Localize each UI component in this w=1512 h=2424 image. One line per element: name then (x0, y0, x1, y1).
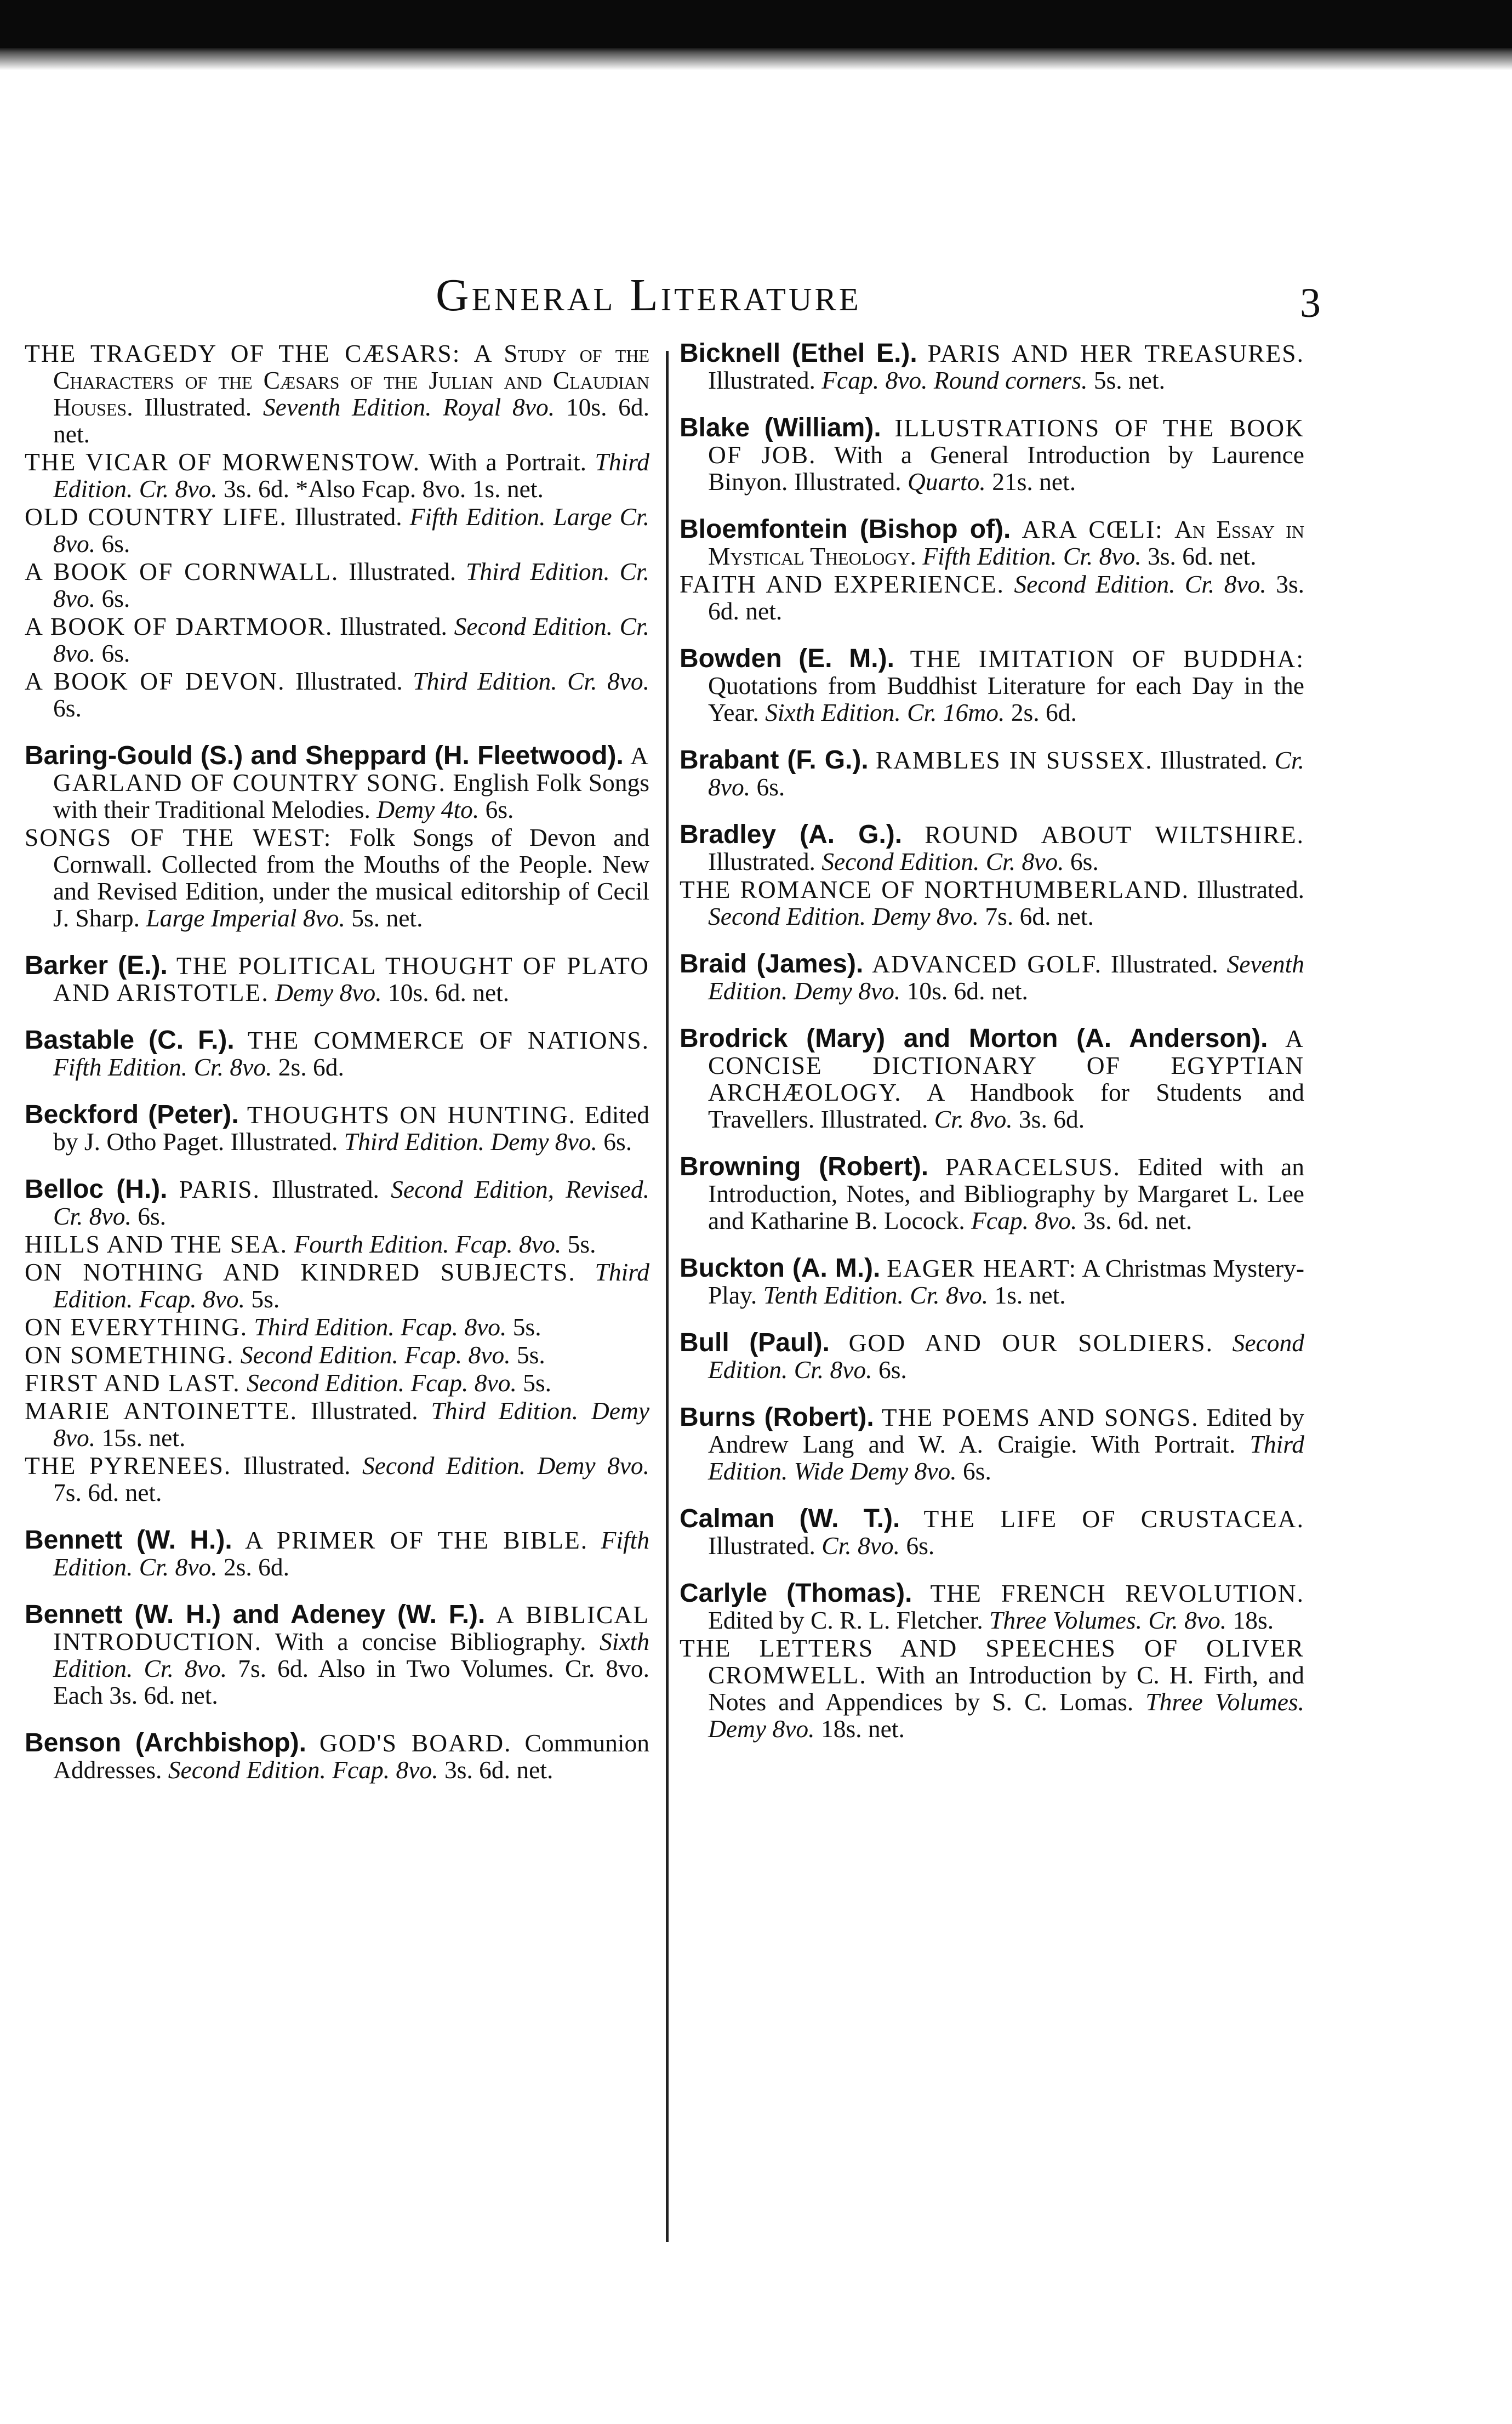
catalogue-entry (25, 1231, 649, 1257)
entry-edition: Third Edition. (708, 1430, 1304, 1485)
entry-title: THE ROMANCE OF NORTHUMBERLAND. (680, 875, 1190, 903)
entry-format: Fcap. 8vo. (410, 1369, 517, 1397)
entry-details: English Folk Songs with their Traditional Melodies. (53, 769, 650, 823)
entry-format: Demy 8vo. (872, 902, 979, 930)
entry-edition: Second Edition. (454, 612, 613, 640)
entry-format: Quarto. (907, 468, 986, 496)
entry-format: Cr. 8vo. (53, 1202, 132, 1230)
catalogue-entry (680, 951, 1304, 1004)
entry-edition: Sixth Edition. (765, 698, 901, 726)
entry-format: Cr. 8vo. (193, 1053, 272, 1081)
entry-price: 2s. 6d. (223, 1553, 290, 1581)
entry-title: A BOOK OF CORNWALL. (25, 557, 339, 585)
entry-price: 21s. net. (992, 468, 1076, 496)
entry-edition: Second Edition. (247, 1369, 405, 1397)
entry-details: Illustrated. (310, 1397, 418, 1425)
entry-format: Demy 8vo. (275, 978, 382, 1006)
entry-edition: Tenth Edition. (763, 1281, 904, 1309)
entry-title: OLD COUNTRY LIFE. (25, 503, 287, 531)
catalogue-entry (25, 1341, 649, 1368)
entry-edition: Third Edition. (413, 667, 557, 695)
entry-details: Illustrated. (708, 366, 815, 394)
entry-title: EAGER HEART: (887, 1254, 1077, 1282)
entry-price: 6s. (485, 795, 514, 823)
catalogue-entry (680, 571, 1304, 624)
entry-details: Edited by J. Otho Paget. Illustrated. (53, 1101, 650, 1156)
entry-price: 18s. net. (820, 1715, 905, 1743)
catalogue-entry (680, 821, 1304, 875)
entry-details: Illustrated. (295, 667, 403, 695)
entry-edition: Third Edition. (254, 1313, 395, 1341)
catalogue-entry (25, 1397, 649, 1451)
entry-edition: Second Edition. (708, 902, 866, 930)
scan-edge-shadow (0, 48, 1512, 70)
page-header (0, 258, 1512, 326)
entry-price: 10s. 6d. net. (53, 393, 650, 448)
catalogue-entry (25, 558, 649, 612)
entry-author: Bradley (A. G.). (680, 820, 903, 849)
entry-details: Illustrated. (1197, 875, 1304, 903)
entry-author: Browning (Robert). (680, 1152, 929, 1181)
running-title: General Literature (436, 270, 861, 321)
entry-title: RAMBLES IN SUSSEX. (875, 746, 1153, 774)
entry-title: A PRIMER OF THE BIBLE. (245, 1526, 589, 1554)
entry-format: Cr. 8vo. (794, 1356, 872, 1384)
entry-details: Quotations from Buddhist Literature for each Day in the Year. (708, 672, 1304, 726)
entry-price: 5s. (567, 1230, 596, 1258)
entry-price: 2s. 6d. (1011, 698, 1077, 726)
entry-price: 6s. (53, 694, 82, 722)
entry-format: Cr. 8vo. (910, 1281, 989, 1309)
entry-title: HILLS AND THE SEA. (25, 1230, 288, 1258)
entry-price: 6s. (1070, 847, 1099, 875)
entry-title: THE PYRENEES. (25, 1452, 232, 1480)
entry-author: Brodrick (Mary) and Morton (A. Anderson). (680, 1024, 1268, 1053)
entry-price: 5s. (516, 1341, 545, 1369)
entry-format: Fcap. 8vo. (139, 1285, 246, 1313)
entry-subtitle: A Study of the Characters of the Cæsars of the Julian and Claudian Houses. (53, 339, 649, 421)
entry-title: THOUGHTS ON HUNTING. (247, 1101, 576, 1129)
entry-format: Fcap. 8vo. (971, 1207, 1077, 1234)
catalogue-entry (25, 503, 649, 557)
catalogue-entry (25, 448, 649, 502)
scan-top-border (0, 0, 1512, 48)
entry-edition: Sixth Edition. (53, 1628, 649, 1682)
entry-title: PARIS. (179, 1175, 260, 1203)
entry-author: Bowden (E. M.). (680, 644, 894, 673)
entry-price: 7s. 6d. Also in Two Volumes. Cr. 8vo. Each 3s. 6d. net. (53, 1654, 650, 1709)
entry-price: 3s. 6d. net. (444, 1756, 554, 1784)
entry-format: Demy 8vo. (708, 1715, 815, 1743)
entry-title: ON EVERYTHING. (25, 1313, 248, 1341)
entry-format: Fcap. 8vo. (455, 1230, 562, 1258)
entry-edition: Seventh Edition. (263, 393, 432, 421)
entry-title: THE POLITICAL THOUGHT OF PLATO AND ARISTOTLE. (53, 952, 650, 1006)
entry-format: Demy 8vo. (537, 1452, 650, 1480)
catalogue-entry (680, 516, 1304, 570)
entry-price: 10s. 6d. net. (906, 977, 1028, 1005)
catalogue-entry (680, 1025, 1304, 1133)
entry-price: 3s. 6d. net. (1083, 1207, 1193, 1234)
catalogue-entry (680, 1635, 1304, 1742)
entry-format: Fcap. 8vo. Round corners. (821, 366, 1088, 394)
entry-price: 3s. 6d. (1019, 1105, 1085, 1133)
entry-price: 5s. (523, 1369, 552, 1397)
entry-format: Cr. 8vo. (821, 1532, 900, 1560)
entry-author: Bull (Paul). (680, 1328, 830, 1357)
catalogue-entry (25, 1313, 649, 1340)
entry-price: 7s. 6d. net. (53, 1478, 162, 1506)
entry-price: 3s. 6d. net. (708, 570, 1305, 625)
entry-title: ON SOMETHING. (25, 1341, 235, 1369)
catalogue-entry (25, 1027, 649, 1080)
entry-edition: Third Edition. (53, 448, 649, 503)
catalogue-entry (680, 645, 1304, 726)
entry-title: ADVANCED GOLF. (872, 950, 1102, 978)
entry-format: Cr. 8vo. (1063, 542, 1142, 570)
entry-format: Large Imperial 8vo. (146, 904, 345, 932)
entry-details: Communion Addresses. (53, 1729, 650, 1784)
catalogue-entry (25, 952, 649, 1006)
entry-format: Cr. 8vo. (567, 667, 650, 695)
entry-format: Fcap. 8vo. (404, 1341, 511, 1369)
entry-details: With a General Introduction by Laurence Binyon. Illustrated. (708, 441, 1304, 496)
entry-price: 1s. net. (994, 1281, 1066, 1309)
entry-edition: Fifth Edition. (53, 1053, 188, 1081)
entry-title: A GARLAND OF COUNTRY SONG. (53, 742, 650, 796)
right-column (680, 340, 1304, 1763)
entry-edition: Fifth Edition. (53, 1526, 650, 1581)
entry-title: ARA CŒLI: (1022, 515, 1163, 543)
entry-price: 6s. (138, 1202, 167, 1230)
entry-details: Illustrated. (708, 1532, 815, 1560)
entry-details: A Christmas Mystery-Play. (708, 1254, 1305, 1309)
entry-format: Cr. 8vo. (1184, 570, 1266, 598)
entry-title: FIRST AND LAST. (25, 1369, 241, 1397)
entry-author: Belloc (H.). (25, 1175, 168, 1204)
entry-format: Cr. 8vo. (144, 1654, 227, 1682)
entry-price: 6s. (101, 639, 130, 667)
entry-details: Illustrated. (340, 612, 447, 640)
entry-details: With a concise Bibliography. (275, 1628, 586, 1655)
catalogue-entry (25, 1729, 649, 1783)
entry-format: Cr. 8vo. (934, 1105, 1013, 1133)
catalogue-entry (25, 1259, 649, 1312)
entry-details: Illustrated. (708, 847, 815, 875)
catalogue-entry (680, 414, 1304, 495)
entry-details: With a Portrait. (428, 448, 586, 476)
entry-author: Bicknell (Ethel E.). (680, 339, 917, 368)
entry-edition: Seventh Edition. (708, 950, 1305, 1005)
entry-format: Demy 4to. (376, 795, 480, 823)
catalogue-entry (25, 824, 649, 931)
catalogue-entry (25, 1601, 649, 1709)
catalogue-entry (25, 1101, 649, 1155)
entry-price: 5s. (512, 1313, 541, 1341)
entry-price: 3s. 6d. *Also Fcap. 8vo. 1s. net. (223, 475, 544, 503)
entry-details: Illustrated. (1160, 746, 1268, 774)
entry-author: Benson (Archbishop). (25, 1728, 306, 1757)
entry-title: ROUND ABOUT WILTSHIRE. (925, 821, 1305, 849)
catalogue-entry (680, 1329, 1304, 1383)
entry-details: Edited by Andrew Lang and W. A. Craigie. With Portrait. (708, 1403, 1305, 1458)
entry-details: Illustrated. (349, 557, 457, 585)
entry-edition: Second Edition. (1014, 570, 1176, 598)
entry-price: 7s. 6d. net. (985, 902, 1094, 930)
catalogue-entry (680, 340, 1304, 394)
column-divider (666, 351, 669, 2242)
entry-format: Demy 8vo. (53, 1397, 650, 1452)
entry-title: THE IMITATION OF BUDDHA: (910, 645, 1305, 673)
entry-title: SONGS OF THE WEST: (25, 823, 332, 851)
catalogue-entry (680, 876, 1304, 930)
catalogue-entry (25, 613, 649, 667)
entry-edition: Second Edition. (821, 847, 980, 875)
entry-details: Illustrated. (294, 503, 402, 531)
entry-edition: Third Edition. (466, 557, 610, 585)
entry-title: THE VICAR OF MORWENSTOW. (25, 448, 420, 476)
entry-price: 6s. (906, 1532, 935, 1560)
entry-details: With an Introduction by C. H. Firth, and Notes and Appendices by S. C. Lomas. (708, 1661, 1304, 1716)
catalogue-entry (25, 1527, 649, 1580)
entry-title: THE FRENCH REVOLUTION. (930, 1579, 1304, 1607)
page-number: 3 (1300, 280, 1321, 326)
entry-title: GOD'S BOARD. (319, 1729, 512, 1757)
entry-author: Bloemfontein (Bishop of). (680, 515, 1011, 544)
entry-format: Fcap. 8vo. (401, 1313, 507, 1341)
entry-title: THE POEMS AND SONGS. (881, 1403, 1199, 1431)
entry-format: Cr. 8vo. (139, 475, 218, 503)
entry-details: Edited by C. R. L. Fletcher. (708, 1606, 983, 1634)
entry-price: 6s. (878, 1356, 907, 1384)
entry-price: 2s. 6d. (278, 1053, 344, 1081)
entry-format: Cr. 16mo. (907, 698, 1005, 726)
entry-format: Cr. 8vo. (985, 847, 1064, 875)
entry-edition: Fifth Edition. (922, 542, 1057, 570)
catalogue-entry (680, 1580, 1304, 1634)
entry-edition: Fourth Edition. (294, 1230, 449, 1258)
entry-author: Burns (Robert). (680, 1403, 874, 1432)
entry-title: THE LIFE OF CRUSTACEA. (923, 1505, 1304, 1533)
entry-price: 6s. (963, 1457, 991, 1485)
entry-subtitle: An Essay in Mystical Theology. (708, 515, 1305, 570)
entry-format: Fcap. 8vo. (332, 1756, 438, 1784)
entry-author: Baring-Gould (S.) and Sheppard (H. Fleetwood). (25, 741, 624, 770)
catalogue-entry (680, 747, 1304, 800)
entry-price: 5s. net. (1093, 366, 1166, 394)
catalogue-entry (680, 1505, 1304, 1559)
entry-author: Barker (E.). (25, 951, 168, 980)
entry-format: Cr. 8vo. (53, 557, 650, 612)
entry-price: 3s. 6d. net. (1148, 542, 1257, 570)
catalogue-entry (25, 340, 649, 447)
entry-title: MARIE ANTOINETTE. (25, 1397, 298, 1425)
entry-format: Demy 8vo. (490, 1128, 597, 1156)
entry-edition: Fifth Edition. (409, 503, 546, 531)
entry-price: 10s. 6d. net. (388, 978, 510, 1006)
entry-price: 18s. (1233, 1606, 1274, 1634)
entry-title: A BIBLICAL INTRODUCTION. (53, 1601, 649, 1655)
entry-format: Cr. 8vo. (139, 1553, 218, 1581)
entry-format: Large Cr. 8vo. (53, 503, 650, 557)
entry-format: Royal 8vo. (443, 393, 555, 421)
catalogue-entry (680, 1404, 1304, 1484)
entry-title: GOD AND OUR SOLDIERS. (848, 1329, 1213, 1357)
entry-title: THE TRAGEDY OF THE CÆSARS: (25, 339, 461, 367)
entry-author: Calman (W. T.). (680, 1504, 900, 1533)
entry-title: A BOOK OF DEVON. (25, 667, 286, 695)
catalogue-entry (25, 1369, 649, 1396)
entry-price: 5s. (251, 1285, 280, 1313)
entry-edition: Third Edition. (53, 1258, 649, 1313)
entry-title: FAITH AND EXPERIENCE. (680, 570, 1005, 598)
entry-title: ILLUSTRATIONS OF THE BOOK OF JOB. (708, 414, 1304, 469)
entry-edition: Second Edition. (708, 1329, 1305, 1384)
entry-author: Blake (William). (680, 413, 881, 442)
catalogue-entry (680, 1153, 1304, 1234)
entry-format: Demy 8vo. (794, 977, 901, 1005)
entry-edition: Three Volumes. (1145, 1688, 1304, 1716)
entry-format: Cr. 8vo. (1148, 1606, 1227, 1634)
entry-title: THE LETTERS AND SPEECHES OF OLIVER CROMWELL. (680, 1634, 1304, 1689)
entry-details: A Handbook for Students and Travellers. Illustrated. (708, 1078, 1304, 1133)
entry-details: Illustrated. (272, 1175, 379, 1203)
entry-author: Bennett (W. H.) and Adeney (W. F.). (25, 1600, 486, 1629)
entry-edition: Three Volumes. (989, 1606, 1142, 1634)
entry-edition: Second Edition, Revised. (391, 1175, 650, 1203)
catalogue-entry (680, 1255, 1304, 1308)
entry-price: 6s. (603, 1128, 632, 1156)
entry-title: THE COMMERCE OF NATIONS. (247, 1026, 650, 1054)
entry-format: Wide Demy 8vo. (794, 1457, 957, 1485)
entry-title: A BOOK OF DARTMOOR. (25, 612, 333, 640)
entry-edition: Third Edition. (344, 1128, 484, 1156)
entry-details: Folk Songs of Devon and Cornwall. Collected from the Mouths of the People. New and Revised Edition, under the musical editorship of Cecil J. Sharp. (53, 823, 650, 932)
entry-author: Beckford (Peter). (25, 1100, 239, 1129)
entry-title: ON NOTHING AND KINDRED SUBJECTS. (25, 1258, 576, 1286)
entry-author: Brabant (F. G.). (680, 746, 869, 775)
entry-price: 15s. net. (101, 1424, 186, 1452)
entry-format: Cr. 8vo. (708, 746, 1305, 801)
entry-title: A CONCISE DICTIONARY OF EGYPTIAN ARCHÆOLOGY. (708, 1025, 1305, 1106)
entry-edition: Second Edition. (168, 1756, 326, 1784)
entry-price: 6s. (101, 530, 130, 557)
entry-title: PARIS AND HER TREASURES. (927, 339, 1304, 367)
catalogue-entry (25, 1176, 649, 1230)
left-column (25, 340, 649, 1804)
entry-edition: Second Edition. (240, 1341, 398, 1369)
entry-price: 5s. net. (351, 904, 423, 932)
entry-details: Illustrated. (1110, 950, 1218, 978)
entry-edition: Second Edition. (362, 1452, 526, 1480)
entry-details: Illustrated. (144, 393, 252, 421)
entry-details: Edited with an Introduction, Notes, and Bibliography by Margaret L. Lee and Katharine B. Locock. (708, 1153, 1305, 1234)
catalogue-entry (25, 668, 649, 721)
entry-author: Buckton (A. M.). (680, 1254, 881, 1283)
entry-author: Carlyle (Thomas). (680, 1579, 912, 1608)
entry-title: PARACELSUS. (945, 1153, 1121, 1181)
entry-details: Illustrated. (243, 1452, 351, 1480)
entry-edition: Third Edition. (431, 1397, 579, 1425)
entry-author: Bastable (C. F.). (25, 1026, 235, 1055)
catalogue-entry (25, 1452, 649, 1506)
entry-price: 6s. (756, 773, 785, 801)
entry-author: Bennett (W. H.). (25, 1526, 232, 1555)
catalogue-entry (25, 742, 649, 823)
entry-author: Braid (James). (680, 949, 864, 978)
entry-price: 6s. (101, 584, 130, 612)
entry-format: Cr. 8vo. (53, 612, 650, 667)
